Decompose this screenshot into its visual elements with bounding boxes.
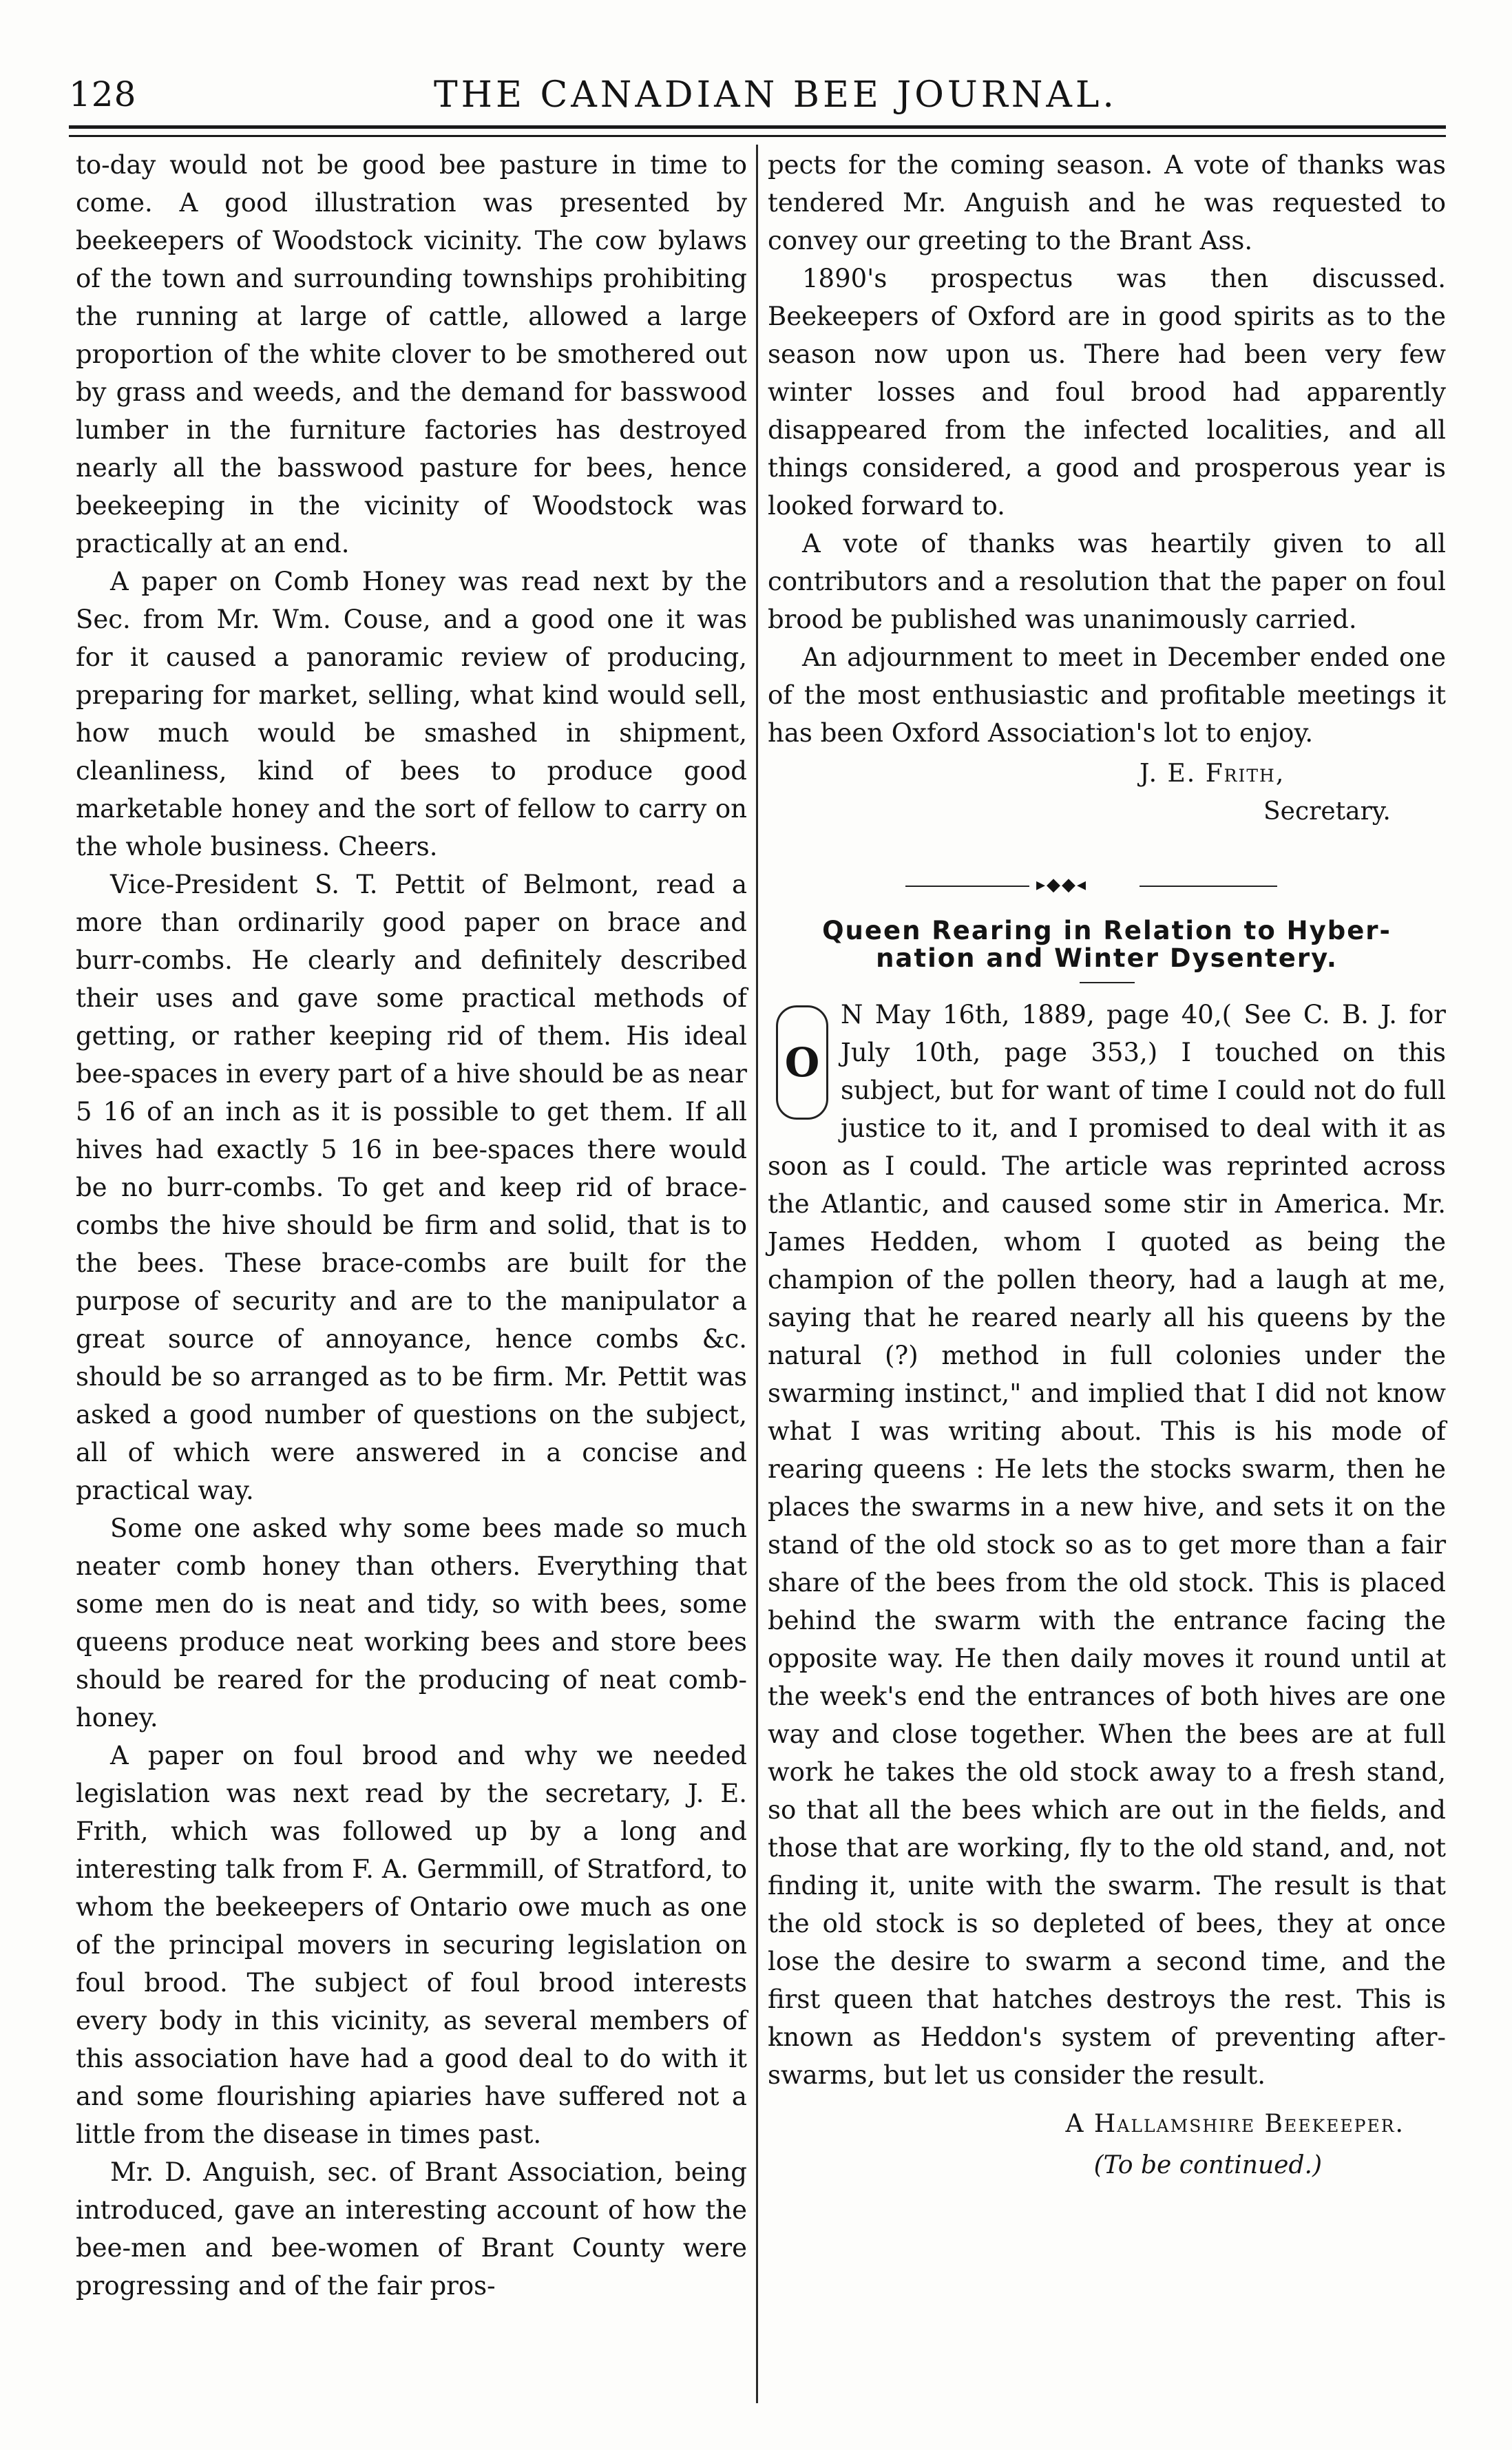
article-title (768, 917, 1446, 972)
article-title-line: Queen Rearing in Relation to Hyber- (822, 916, 1392, 945)
paragraph: An adjournment to meet in December ended one of the most enthusiastic and profitable meetings it has been Oxford Association's lot to enjoy. (768, 642, 1446, 748)
continued-note: (To be continued.) (1093, 2151, 1322, 2179)
running-title: THE CANADIAN BEE JOURNAL. (434, 74, 1117, 116)
paragraph: N May 16th, 1889, page 40,( See C. B. J. for July 10th, page 353,) I touched on this subject, but for want of time I could not do full justice to it, and I promised to deal with it as soon as I could. The article was reprinted across the Atlantic, and caused some stir in America. Mr. James Hedden, whom I quoted as being the champion of the pollen theory, had a laugh at me, saying that he reared nearly all his queens by the natural (?) method in full colonies under the swarming instinct," and implied that I did not know what I was writing about. This is his mode of rearing queens : He lets the stocks swarm, then he places the swarms in a new hive, and sets it on the stand of the old stock so as to get more than a fair share of the bees from the old stock. This is placed behind the swarm with the entrance facing the opposite way. He then daily moves it round until at the week's end the entrances of both hives are one way and close together. When the bees are at full work he takes the old stock away to a fresh stand, so that all the bees which are out in the fields, and those that are working, fly to the old stand, and, not finding it, unite with the swarm. The result is that the old stock is so depleted of bees, they at once lose the desire to swarm a second time, and the first queen that hatches destroys the rest. This is known as Heddon's system of preventing after-swarms, but let us consider the result. (768, 1000, 1446, 2090)
section-ornament (768, 872, 1446, 899)
header-rule-thick (69, 125, 1446, 129)
paragraph: pects for the coming season. A vote of thanks was tendered Mr. Anguish and he was requested to convey our greeting to the Brant Ass. (768, 150, 1446, 255)
article-byline: A Hallamshire Beekeeper. (1065, 2110, 1405, 2138)
paragraph: Some one asked why some bees made so much neater comb honey than others. Everything that some men do is neat and tidy, so with bees, some queens produce neat working bees and store bees should be reared for the producing of neat comb-honey. (76, 1514, 747, 1732)
ornament-line (905, 886, 1029, 887)
paragraph: A paper on Comb Honey was read next by the Sec. from Mr. Wm. Couse, and a good one it was for it caused a panoramic review of producing, preparing for market, selling, what kind would sell, how much would be smashed in shipment, cleanliness, kind of bees to produce good marketable honey and the sort of fellow to carry on the whole business. Cheers. (76, 567, 747, 861)
signature-title: Secretary. (1263, 797, 1391, 826)
paragraph: to-day would not be good bee pasture in time to come. A good illustration was presented by beekeepers of Woodstock vicinity. The cow bylaws of the town and surrounding townships prohibiting the running at large of cattle, allowed a large proportion of the white clover to be smothered out by grass and weeds, and the demand for basswood lumber in the furniture factories has destroyed nearly all the basswood pasture for bees, hence beekeeping in the vicinity of Woodstock was practically at an end. (76, 150, 747, 558)
paragraph: A vote of thanks was heartily given to all contributors and a resolution that the paper on foul brood be published was unanimously carried. (768, 529, 1446, 634)
article-title-line: nation and Winter Dysentery. (876, 943, 1338, 973)
right-column (768, 146, 1446, 2186)
ornament-flourish-icon: ▸◆◆◂ (1036, 875, 1088, 895)
article-body (768, 996, 1446, 2094)
page-header (69, 69, 1446, 124)
dropcap-letter: O (776, 1005, 828, 1120)
signature-name: J. E. Frith, (1140, 760, 1285, 788)
paragraph: 1890's prospectus was then discussed. Beekeepers of Oxford are in good spirits as to the season now upon us. There had been very few winter losses and foul brood had apparently disappeared from the infected localities, and all things considered, a good and prosperous year is looked forward to. (768, 264, 1446, 521)
paragraph: A paper on foul brood and why we needed legislation was next read by the secretary, J. E. Frith, which was followed up by a long and interesting talk from F. A. Germmill, of Stratford, to whom the beekeepers of Ontario owe much as one of the principal movers in securing legislation on foul brood. The subject of foul brood interests every body in this vicinity, as several members of this association have had a good deal to do with it and some flourishing apiaries have suffered not a little from the disease in times past. (76, 1741, 747, 2149)
ornament-line (1140, 886, 1277, 887)
column-divider (756, 145, 758, 2403)
paragraph: Mr. D. Anguish, sec. of Brant Association, being introduced, gave an interesting account of how the bee-men and bee-women of Brant County were progressing and of the fair pros- (76, 2157, 747, 2301)
paragraph: Vice-President S. T. Pettit of Belmont, read a more than ordinarily good paper on brace and burr-combs. He clearly and definitely described their uses and gave some practical methods of getting, or rather keeping rid of them. His ideal bee-spaces in every part of a hive should be as near 5 16 of an inch as it is possible to get them. If all hives had exactly 5 16 in bee-spaces there would be no burr-combs. To get and keep rid of brace-combs the hive should be firm and solid, that is to the bees. These brace-combs are built for the purpose of security and are to the manipulator a great source of annoyance, hence combs &c. should be so arranged as to be firm. Mr. Pettit was asked a good number of questions on the subject, all of which were answered in a concise and practical way. (76, 870, 747, 1505)
left-column (76, 146, 747, 2305)
header-rule-thin (69, 135, 1446, 137)
page-number: 128 (69, 74, 137, 114)
title-divider (1080, 982, 1135, 983)
